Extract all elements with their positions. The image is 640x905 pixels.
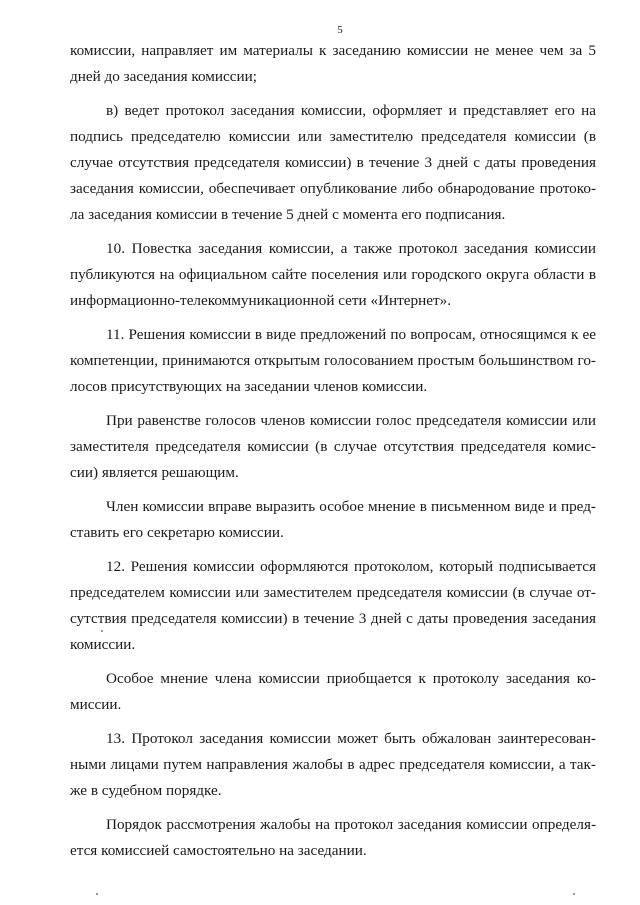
text-line: заместителя председателя комиссии (в случае отсутствия председателя комис- — [70, 438, 596, 455]
text-line: ными лицами путем направления жалобы в адрес председателя комиссии, а так- — [70, 756, 596, 773]
text-line: Член комиссии вправе выразить особое мнение в письменном виде и пред- — [106, 498, 596, 515]
text-line: ется комиссией самостоятельно на заседании. — [70, 842, 367, 859]
page-number: 5 — [337, 24, 343, 36]
paragraph-2 — [70, 98, 596, 228]
text-line: миссии. — [70, 696, 122, 713]
paragraph-9 — [70, 726, 596, 804]
text-line: компетенции, принимаются открытым голосованием простым большинством го- — [70, 352, 596, 369]
text-line: ставить его секретарю комиссии. — [70, 524, 284, 541]
scan-speck — [101, 630, 103, 632]
text-line: 11. Решения комиссии в виде предложений по вопросам, относящимся к ее — [106, 326, 596, 343]
paragraph-5 — [70, 408, 596, 486]
text-line: в) ведет протокол заседания комиссии, оформляет и представляет его на — [106, 102, 596, 119]
scan-speck — [573, 893, 575, 895]
text-line: сутствия председателя комиссии) в течение 3 дней с даты проведения заседания — [70, 610, 596, 627]
text-line: дней до заседания комиссии; — [70, 68, 257, 85]
text-line: случае отсутствия председателя комиссии) в течение 3 дней с даты проведения — [70, 154, 596, 171]
text-line: лосов присутствующих на заседании членов комиссии. — [70, 378, 428, 395]
text-line: комиссии, направляет им материалы к заседанию комиссии не менее чем за 5 — [70, 42, 596, 59]
paragraph-8 — [70, 666, 596, 718]
text-line: подпись председателю комиссии или заместителю председателя комиссии (в — [70, 128, 596, 145]
paragraph-7 — [70, 554, 596, 658]
document-body — [70, 38, 596, 864]
text-line: Особое мнение члена комиссии приобщается к протоколу заседания ко- — [106, 670, 596, 687]
text-line: комиссии. — [70, 636, 136, 653]
paragraph-6 — [70, 494, 596, 546]
text-line: публикуются на официальном сайте поселения или городского округа области в — [70, 266, 596, 283]
text-line: заседания комиссии, обеспечивает опубликование либо обнародование протоко- — [70, 180, 596, 197]
paragraph-1 — [70, 38, 596, 90]
text-line: Порядок рассмотрения жалобы на протокол заседания комиссии определя- — [106, 816, 596, 833]
text-line: При равенстве голосов членов комиссии голос председателя комиссии или — [106, 412, 596, 429]
text-line: сии) является решающим. — [70, 464, 239, 481]
paragraph-4 — [70, 322, 596, 400]
scan-speck — [96, 893, 98, 895]
paragraph-10 — [70, 812, 596, 864]
text-line: 10. Повестка заседания комиссии, а также протокол заседания комиссии — [106, 240, 596, 257]
text-line: 13. Протокол заседания комиссии может быть обжалован заинтересован- — [106, 730, 596, 747]
paragraph-3 — [70, 236, 596, 314]
text-line: 12. Решения комиссии оформляются протоколом, который подписывается — [106, 558, 596, 575]
text-line: ла заседания комиссии в течение 5 дней с момента его подписания. — [70, 206, 506, 223]
text-line: председателем комиссии или заместителем председателя комиссии (в случае от- — [70, 584, 596, 601]
text-line: информационно-телекоммуникационной сети «Интернет». — [70, 292, 452, 309]
text-line: же в судебном порядке. — [70, 782, 222, 799]
